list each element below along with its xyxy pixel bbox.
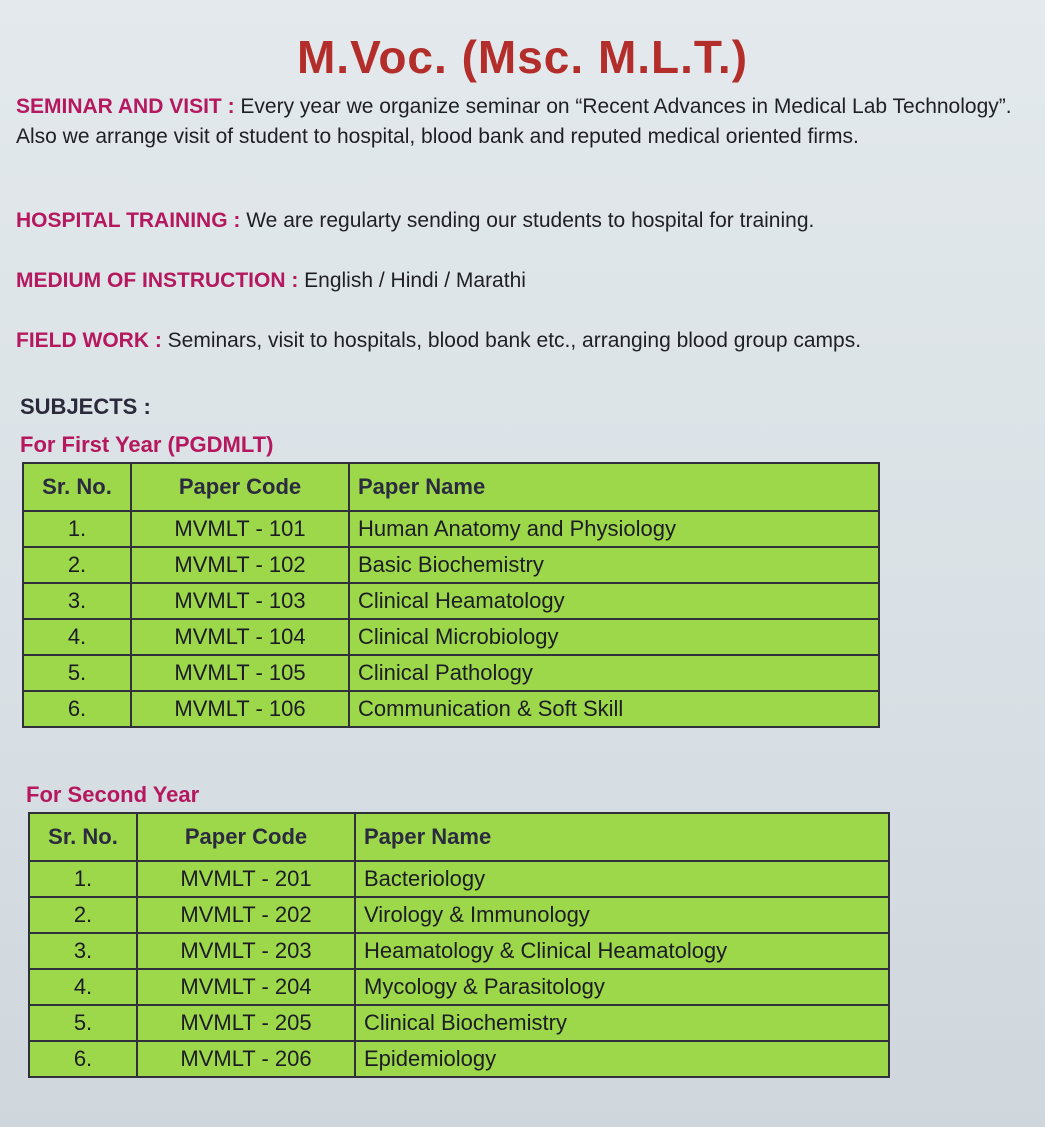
field-work-text: Seminars, visit to hospitals, blood bank etc., arranging blood group camps. (167, 329, 862, 352)
cell-name: Heamatology & Clinical Heamatology (355, 933, 889, 969)
table-row (23, 691, 879, 727)
field-work-label: FIELD WORK : (16, 329, 162, 352)
table-row (29, 861, 889, 897)
cell-name: Epidemiology (355, 1041, 889, 1077)
table-header-row (23, 463, 879, 511)
cell-code: MVMLT - 106 (131, 691, 349, 727)
seminar-section (16, 92, 1026, 152)
cell-sr: 5. (29, 1005, 137, 1041)
table-row (23, 583, 879, 619)
cell-sr: 2. (29, 897, 137, 933)
col-header-code: Paper Code (137, 813, 355, 861)
first-year-table (22, 462, 880, 728)
col-header-code: Paper Code (131, 463, 349, 511)
cell-name: Clinical Pathology (349, 655, 879, 691)
cell-code: MVMLT - 204 (137, 969, 355, 1005)
page-title: M.Voc. (Msc. M.L.T.) (296, 31, 749, 83)
cell-code: MVMLT - 206 (137, 1041, 355, 1077)
table-row (23, 655, 879, 691)
cell-code: MVMLT - 105 (131, 655, 349, 691)
cell-code: MVMLT - 103 (131, 583, 349, 619)
col-header-sr: Sr. No. (29, 813, 137, 861)
cell-code: MVMLT - 102 (131, 547, 349, 583)
medium-label: MEDIUM OF INSTRUCTION : (16, 269, 299, 292)
first-year-caption: For First Year (PGDMLT) (20, 432, 274, 457)
field-work-section (16, 326, 1026, 356)
cell-sr: 5. (23, 655, 131, 691)
cell-name: Clinical Heamatology (349, 583, 879, 619)
col-header-name: Paper Name (355, 813, 889, 861)
table-row (29, 897, 889, 933)
cell-sr: 3. (23, 583, 131, 619)
cell-sr: 4. (23, 619, 131, 655)
cell-sr: 2. (23, 547, 131, 583)
medium-text: English / Hindi / Marathi (304, 269, 526, 292)
cell-name: Virology & Immunology (355, 897, 889, 933)
col-header-name: Paper Name (349, 463, 879, 511)
second-year-table (28, 812, 890, 1078)
cell-name: Clinical Microbiology (349, 619, 879, 655)
subjects-heading: SUBJECTS : (20, 394, 151, 419)
cell-code: MVMLT - 203 (137, 933, 355, 969)
cell-sr: 6. (23, 691, 131, 727)
table-row (23, 547, 879, 583)
cell-sr: 1. (23, 511, 131, 547)
seminar-label: SEMINAR AND VISIT : (16, 95, 235, 118)
table-row (29, 969, 889, 1005)
cell-name: Communication & Soft Skill (349, 691, 879, 727)
cell-code: MVMLT - 104 (131, 619, 349, 655)
cell-name: Basic Biochemistry (349, 547, 879, 583)
cell-code: MVMLT - 202 (137, 897, 355, 933)
cell-code: MVMLT - 201 (137, 861, 355, 897)
table-row (29, 1005, 889, 1041)
table-header-row (29, 813, 889, 861)
cell-name: Mycology & Parasitology (355, 969, 889, 1005)
col-header-sr: Sr. No. (23, 463, 131, 511)
hospital-training-text: We are regularty sending our students to hospital for training. (246, 209, 815, 232)
cell-name: Bacteriology (355, 861, 889, 897)
cell-code: MVMLT - 205 (137, 1005, 355, 1041)
table-row (23, 619, 879, 655)
hospital-training-label: HOSPITAL TRAINING : (16, 209, 241, 232)
table-row (23, 511, 879, 547)
cell-name: Clinical Biochemistry (355, 1005, 889, 1041)
table-row (29, 1041, 889, 1077)
hospital-training-section (16, 206, 1026, 236)
medium-section (16, 266, 1026, 296)
cell-sr: 6. (29, 1041, 137, 1077)
cell-code: MVMLT - 101 (131, 511, 349, 547)
second-year-caption: For Second Year (26, 782, 200, 807)
cell-sr: 1. (29, 861, 137, 897)
table-row (29, 933, 889, 969)
cell-sr: 3. (29, 933, 137, 969)
cell-sr: 4. (29, 969, 137, 1005)
cell-name: Human Anatomy and Physiology (349, 511, 879, 547)
seminar-text: Every year we organize seminar on “Recent Advances in Medical Lab Technology”. Also we arrange visit of student to hospital, blood bank and reputed medical oriented firms. (16, 95, 1012, 148)
